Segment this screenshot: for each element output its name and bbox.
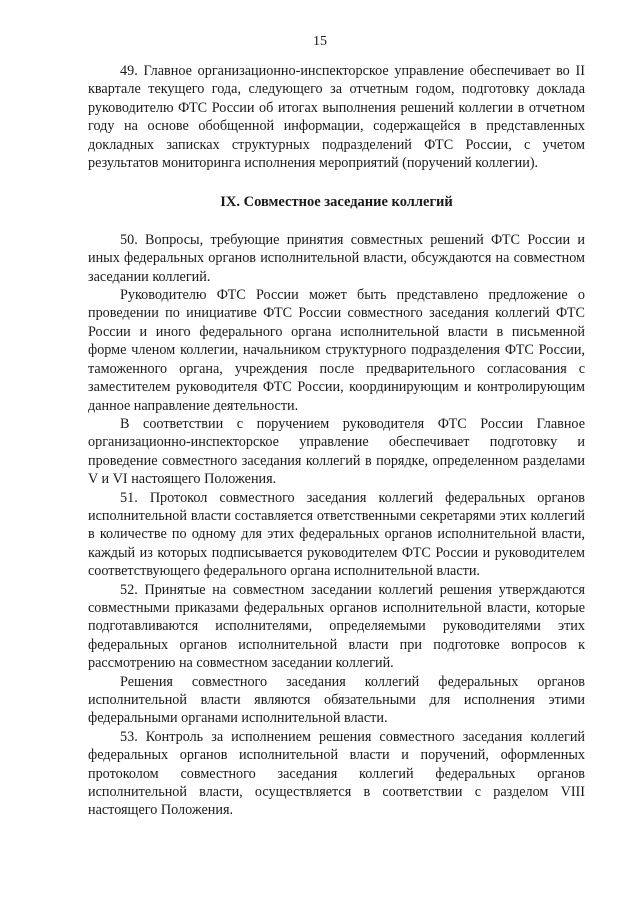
page-number: 15 (313, 34, 327, 49)
paragraph-50: 50. Вопросы, требующие принятия совместных решений ФТС России и иных федеральных органов исполнительной власти, обсуждаются на совместном заседании коллегий. (88, 231, 585, 285)
document-body (88, 62, 585, 820)
paragraph-53: 53. Контроль за исполнением решения совместного заседания коллегий федеральных органов исполнительной власти и поручений, оформленных протоколом совместного заседания коллегий федеральных органов исполнительной власти, осуществляется в соответствии с разделом VIII настоящего Положения. (88, 728, 585, 819)
paragraph-proposal: Руководителю ФТС России может быть представлено предложение о проведении по инициативе ФТС России совместного заседания коллегий ФТС России и иного федерального органа исполнительной власти в письменной форме членом коллегии, начальником структурного подразделения ФТС России, таможенного органа, учреждения после предварительного согласования с заместителем руководителя ФТС России, координирующим и контролирующим данное направление деятельности. (88, 287, 585, 414)
paragraph-52: 52. Принятые на совместном заседании коллегий решения утверждаются совместными приказами федеральных органов исполнительной власти, которые подготавливаются исполнителями, определяемыми руководителями этих федеральных органов исполнительной власти при подготовке вопросов к рассмотрению на совместном заседании коллегий. (88, 581, 585, 672)
paragraph-decisions: Решения совместного заседания коллегий федеральных органов исполнительной власти являются обязательными для исполнения этими федеральными органами исполнительной власти. (88, 673, 585, 727)
paragraph-49: 49. Главное организационно-инспекторское управление обеспечивает во II квартале текущего года, следующего за отчетным годом, подготовку доклада руководителю ФТС России об итогах выполнения решений коллегии в отчетном году на основе обобщенной информации, содержащейся в представленных докладных записках структурных подразделений ФТС России, с учетом результатов мониторинга исполнения мероприятий (поручений коллегии). (88, 63, 585, 172)
paragraph-51: 51. Протокол совместного заседания коллегий федеральных органов исполнительной власти составляется ответственными секретарями этих коллегий в количестве по одному для этих федеральных органов исполнительной власти, каждый из которых подписывается руководителем ФТС России и руководителем соответствующего федерального органа исполнительной власти. (88, 489, 585, 580)
section-title: IX. Совместное заседание коллегий (220, 194, 453, 211)
paragraph-preparation: В соответствии с поручением руководителя ФТС России Главное организационно-инспекторское управление обеспечивает подготовку и проведение совместного заседания коллегий в порядке, определенном разделами V и VI настоящего Положения. (88, 415, 585, 488)
